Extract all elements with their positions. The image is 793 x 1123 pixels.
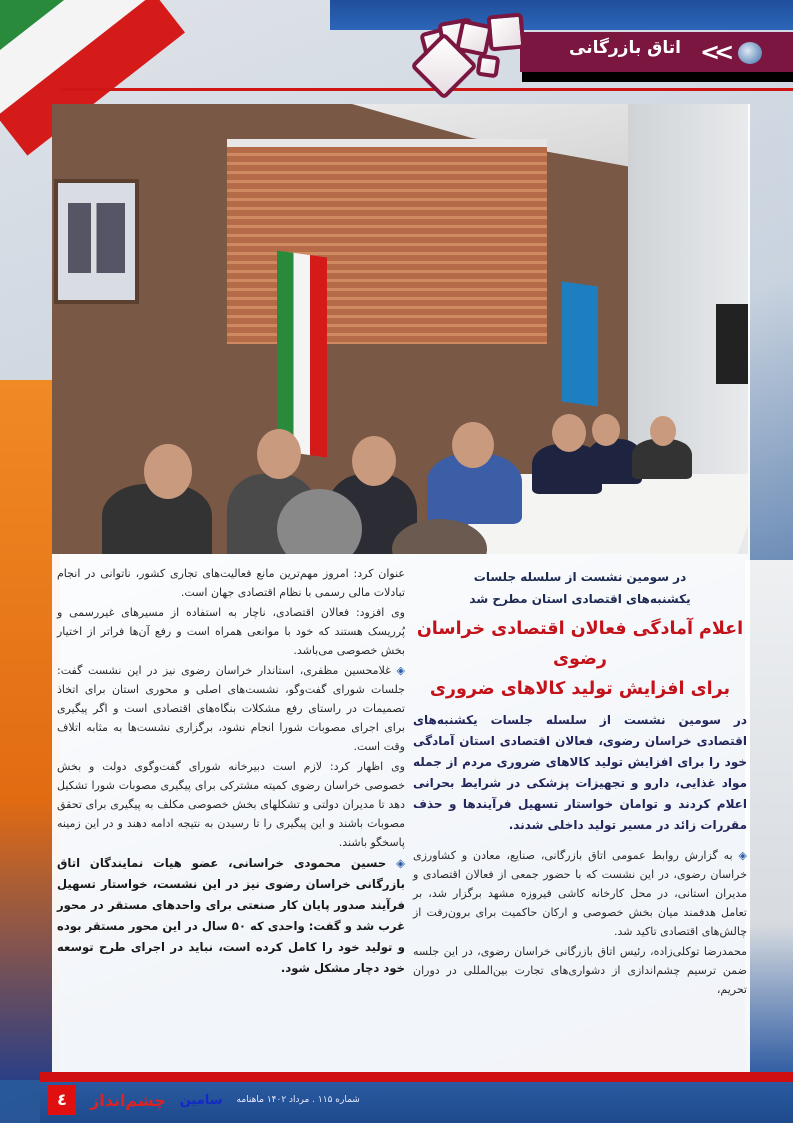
paragraph: به گزارش روابط عمومی اتاق بازرگانی، صنایع، معادن و کشاورزی خراسان رضوی، در این نشست که با حضور جمعی از فعالان اقتصادی و مدیران استانی، در محل کارخانه کاشی فیروزه مشهد برگزار شد، بر تعامل هدفمند میان بخش خصوصی و ارکان حاکمیت برای برون‌رفت از چالش‌های اقتصادی تاکید شد.	[413, 849, 747, 938]
right-column-body	[413, 846, 747, 1000]
decor-square	[476, 54, 501, 79]
diamond-bullet-icon: ◈	[738, 849, 747, 862]
magazine-logo: چشم‌انداز	[90, 1090, 166, 1110]
background-orange-band	[0, 380, 60, 1080]
diamond-bullet-icon: ◈	[396, 856, 405, 870]
kicker-line: یکشنبه‌های اقتصادی استان مطرح شد	[469, 592, 691, 606]
headline-line: برای افزایش تولید کالاهای ضروری	[429, 679, 731, 699]
page-number: ٤	[48, 1085, 76, 1115]
issue-info: شماره ۱۱۵ . مرداد ۱۴۰۲ ماهنامه	[236, 1095, 360, 1105]
article-headline	[413, 614, 747, 704]
left-column	[57, 564, 405, 980]
supplement-logo: سامین	[179, 1092, 223, 1108]
footer-red-band	[40, 1072, 793, 1082]
double-chevron-icon: <<	[700, 38, 729, 66]
meeting-photo	[52, 104, 748, 554]
header-top-bar	[330, 0, 793, 30]
decor-square	[486, 12, 525, 51]
headline-line: اعلام آمادگی فعالان اقتصادی خراسان رضوی	[416, 619, 744, 669]
paragraph-bold: حسین محمودی خراسانی، عضو هیات نمایندگان اتاق بازرگانی خراسان رضوی نیز در این نشست، خواستار تسهیل فرآیند صدور پایان کار صنعتی برای واحدهای مستقر در محور غرب شد و گفت: واحدی که ۵۰ سال در این محور مستقر بوده و تولید خود را کامل کرده است، نباید در اجرای طرح توسعه خود دچار مشکل شود.	[57, 856, 406, 975]
paragraph: وی اظهار کرد: لازم است دبیرخانه شورای گفت‌وگوی دولت و بخش خصوصی خراسان رضوی کمیته مشترکی برای پیگیری مصوبات شورا تشکیل دهد تا مدیران دولتی و تشکلهای بخش خصوصی مکلف به پیگیری برای تحقق مصوبات باشند و این پیگیری را تا رسیدن به نتیجه ادامه دهند و در این زمینه پاسخگو باشند.	[57, 760, 405, 849]
paragraph: محمدرضا توکلی‌زاده، رئیس اتاق بازرگانی خراسان رضوی، در این جلسه ضمن ترسیم چشم‌اندازی از دشواری‌های تجارت بین‌المللی در دوران تحریم،	[413, 945, 747, 996]
paragraph: عنوان کرد: امروز مهم‌ترین مانع فعالیت‌های تجاری کشور، ناتوانی در انجام تبادلات مالی رسمی با نظام اقتصادی جهان است.	[57, 567, 405, 599]
footer-row	[48, 1085, 360, 1115]
article-kicker	[413, 566, 747, 610]
right-column	[413, 566, 747, 1000]
paragraph: غلامحسین مظفری، استاندار خراسان رضوی نیز در این نشست گفت: جلسات شورای گفت‌وگو، نشست‌های اصلی و محوری استان برای اتخاذ تصمیمات در راستای رفع مشکلات بنگاه‌های اقتصادی است و اگر پیگیری برای اجرای مصوبات شورا انجام نشود، برگزاری نشست‌ها به مثابه اتلاف وقت است.	[57, 664, 405, 753]
header-red-line	[60, 88, 793, 91]
section-title: اتاق بازرگانی	[569, 38, 681, 58]
paragraph: وی افزود: فعالان اقتصادی، ناچار به استفاده از مسیرهای غیررسمی و پُرریسک هستند که خود با موانعی همراه است و رفع آن‌ها فراتر از اختیار بخش خصوصی می‌باشد.	[57, 606, 405, 657]
diamond-bullet-icon: ◈	[396, 664, 405, 677]
article-lead: در سومین نشست از سلسله جلسات یکشنبه‌های اقتصادی خراسان رضوی، فعالان اقتصادی استان آمادگی خود را برای افزایش تولید کالاهای ضروری مردم از جمله مواد غذایی، دارو و تجهیزات پزشکی در شرایط بحرانی اعلام کردند و توامان خواستار تسهیل فرآیندها و حذف مقررات زائد در مسیر تولید داخلی شدند.	[413, 713, 747, 832]
chamber-logo-icon	[738, 42, 762, 64]
background-right-band	[745, 560, 793, 1080]
banner-underline	[522, 72, 793, 82]
kicker-line: در سومین نشست از سلسله جلسات	[473, 570, 687, 584]
